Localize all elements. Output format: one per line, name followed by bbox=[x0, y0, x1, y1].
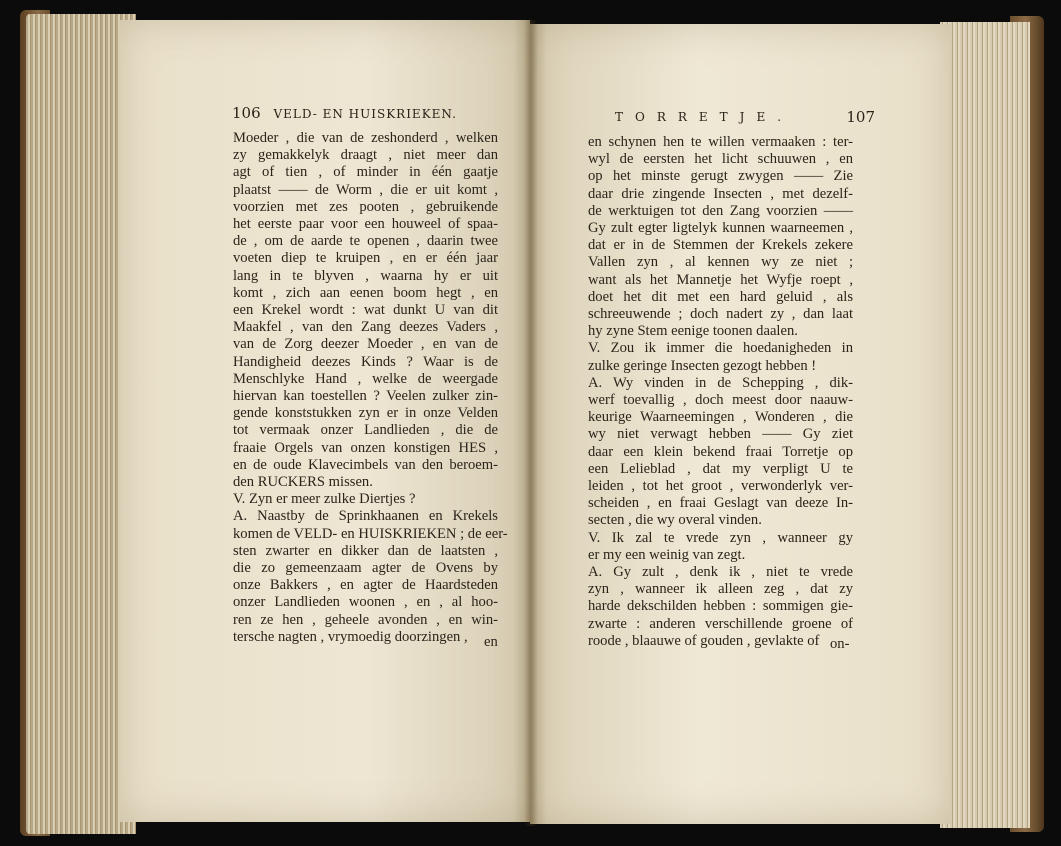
text-line: keurige Waarneemingen , Wonderen , die bbox=[588, 409, 853, 426]
right-page-number: 107 bbox=[846, 108, 875, 126]
text-line: en schynen hen te willen vermaaken : ter- bbox=[588, 134, 853, 150]
text-line: tersche nagten , vrymoedig doorzingen , bbox=[233, 628, 468, 645]
text-line: voorzien met zes pooten , gebruikende bbox=[233, 198, 498, 215]
right-page bbox=[530, 24, 950, 824]
text-line: voeten diep te kruipen , en er één jaar bbox=[233, 250, 498, 267]
text-line: ren ze hen , geheele avonden , en win- bbox=[233, 611, 498, 628]
text-line: zulke geringe Insecten gezogt hebben ! bbox=[588, 357, 817, 374]
text-line: Maakfel , van den Zang deezes Vaders , bbox=[233, 319, 498, 336]
text-line: secten , die wy overal vinden. bbox=[588, 512, 762, 529]
text-line: het eerste paar voor een houweel of spaa- bbox=[233, 216, 498, 233]
left-running-head: VELD- EN HUISKRIEKEN. bbox=[273, 107, 457, 121]
text-line: en de oude Klavecimbels van den beroem- bbox=[233, 456, 498, 473]
right-running-head: TORRETJE. bbox=[615, 110, 794, 124]
text-line: daar een klein bekend fraai Torretje op bbox=[588, 443, 853, 460]
text-line: A. Gy zult , denk ik , niet te vrede bbox=[588, 564, 853, 581]
right-running-header bbox=[615, 108, 875, 126]
right-catchword: on- bbox=[830, 636, 850, 652]
text-line: sten zwarter en dikker dan de laatsten , bbox=[233, 542, 498, 559]
text-line: roode , blaauwe of gouden , gevlakte of bbox=[588, 632, 820, 649]
text-line: A. Wy vinden in de Schepping , dik- bbox=[588, 374, 853, 391]
text-line: dat er in de Stemmen der Krekels zekere bbox=[588, 237, 853, 254]
text-line: V. Ik zal te vrede zyn , wanneer gy bbox=[588, 529, 853, 546]
text-line: daar drie zingende Insecten , met dezelf- bbox=[588, 185, 853, 202]
text-line: schreeuwende ; doch nadert zy , dan laat bbox=[588, 306, 853, 323]
text-line: fraaie Orgels van onzen konstigen HES , bbox=[233, 439, 498, 456]
text-line: Handigheid deezes Kinds ? Waar is de bbox=[233, 353, 498, 370]
text-line: V. Zyn er meer zulke Diertjes ? bbox=[233, 491, 416, 508]
text-line: hiervan kan toestellen ? Veelen zulker zin- bbox=[233, 388, 498, 405]
text-line: gende konststukken zyn er in onze Velden bbox=[233, 405, 498, 422]
text-line: want als het Mannetje het Wyfje roept , bbox=[588, 271, 853, 288]
book-gutter bbox=[524, 20, 538, 826]
text-line: den RUCKERS missen. bbox=[233, 474, 373, 491]
text-line: doet het dit met een hard geluid , als bbox=[588, 288, 853, 305]
text-line: op het minste gerugt zwygen —— Zie bbox=[588, 168, 853, 185]
text-line: een Krekel wordt : wat dunkt U van dit bbox=[233, 302, 498, 319]
text-line: een Lelieblad , dat my verpligt U te bbox=[588, 460, 853, 477]
text-line: harde dekschilden hebben : sommigen gie- bbox=[588, 598, 853, 615]
text-line: van de Zorg deezer Moeder , en van de bbox=[233, 336, 498, 353]
text-line: agt of tien , of minder in één gaatje bbox=[233, 164, 498, 181]
text-line: hy zyne Stem eenige toonen daalen. bbox=[588, 323, 798, 340]
left-page-number: 106 bbox=[232, 104, 261, 122]
text-line: er my een weinig van zegt. bbox=[588, 546, 746, 563]
text-line: V. Zou ik immer die hoedanigheden in bbox=[588, 340, 853, 357]
text-line: A. Naastby de Sprinkhaanen en Krekels bbox=[233, 508, 498, 525]
text-line: onzer Landlieden woonen , en , al hoo- bbox=[233, 594, 498, 611]
text-line: lang in te blyven , waarna hy er uit bbox=[233, 267, 498, 284]
text-line: wy niet verwagt hebben —— Gy ziet bbox=[588, 426, 853, 443]
text-line: zyn , wanneer ik alleen zeg , dat zy bbox=[588, 581, 853, 598]
text-line: die zo gemeenzaam agter de Ovens by bbox=[233, 560, 498, 577]
text-line: plaatst —— de Worm , die er uit komt , bbox=[233, 181, 498, 198]
text-line: komen de VELD- en HUISKRIEKEN ; de eer- bbox=[233, 525, 508, 542]
text-line: Gy zult egter ligtelyk kunnen waarneemen , bbox=[588, 220, 853, 237]
text-line: scheiden , en fraai Geslagt van deeze In- bbox=[588, 495, 853, 512]
text-line: komt , zich aan eenen boom hegt , en bbox=[233, 284, 498, 301]
left-page bbox=[120, 20, 530, 822]
text-line: zy gemakkelyk draagt , niet meer dan bbox=[233, 147, 498, 164]
text-line: zwarte : anderen verschillende groene of bbox=[588, 615, 853, 632]
left-page-text bbox=[233, 130, 508, 646]
text-line: werf toevallig , doch meest door naauw- bbox=[588, 392, 853, 409]
text-line: Menschlyke Hand , welke de weergade bbox=[233, 370, 498, 387]
text-line: Moeder , die van de zeshonderd , welken bbox=[233, 130, 498, 146]
text-line: wyl de eersten het licht schuuwen , en bbox=[588, 151, 853, 168]
text-line: de , om de aarde te openen , daarin twee bbox=[233, 233, 498, 250]
text-line: Vallen zyn , al kennen wy ze niet ; bbox=[588, 254, 853, 271]
text-line: leiden , tot het groot , verwonderlyk ver- bbox=[588, 478, 853, 495]
right-page-text bbox=[588, 134, 853, 650]
left-running-header bbox=[232, 104, 457, 122]
text-line: de werktuigen tot den Zang voorzien —— bbox=[588, 202, 853, 219]
text-line: onze Bakkers , en agter de Haardsteden bbox=[233, 577, 498, 594]
page-edges-right bbox=[940, 22, 1030, 828]
left-catchword: en bbox=[484, 634, 498, 650]
text-line: tot vermaak onzer Landlieden , die de bbox=[233, 422, 498, 439]
